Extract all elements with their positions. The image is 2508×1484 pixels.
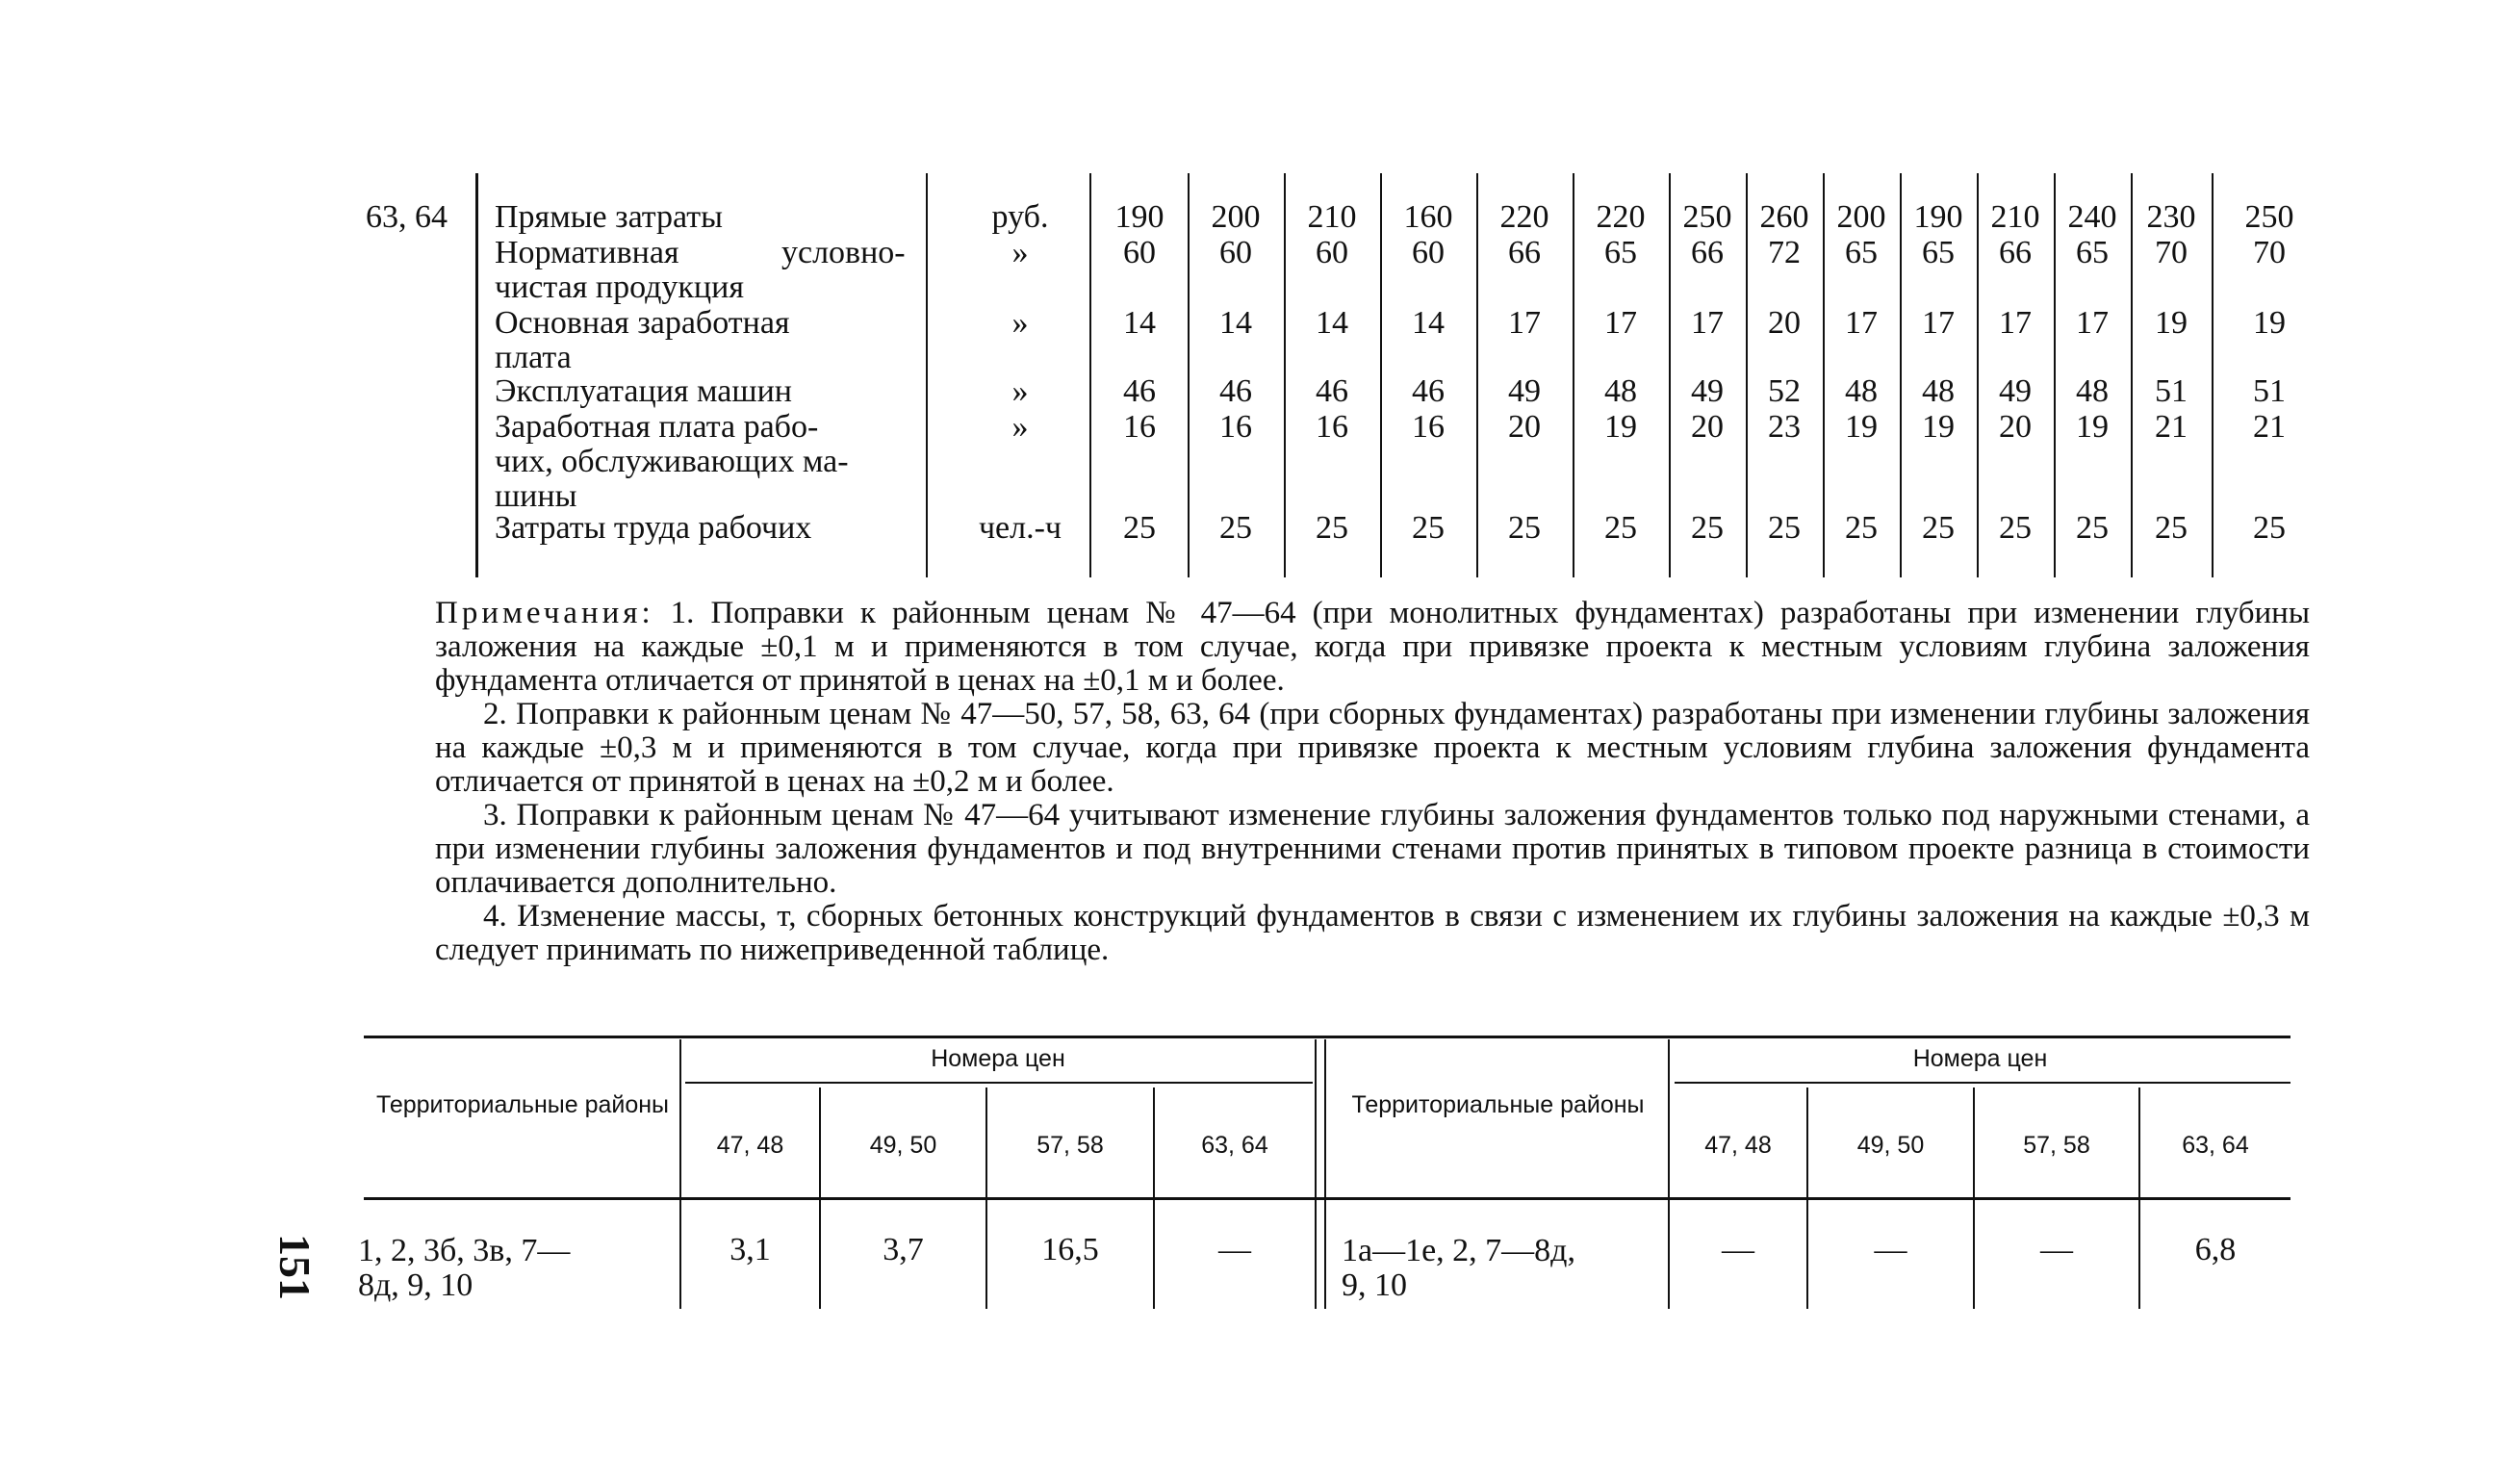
value-cell: 46 <box>1316 373 1348 409</box>
column-divider <box>1669 173 1671 577</box>
column-divider <box>1806 1087 1808 1309</box>
column-divider <box>1973 1087 1975 1309</box>
value-cell: 25 <box>2076 510 2109 546</box>
value-cell: 20 <box>1999 409 2032 445</box>
region-cell: 1а—1е, 2, 7—8д, <box>1342 1233 1575 1268</box>
value-cell: 200 <box>1836 199 1886 235</box>
notes-block <box>435 597 2310 967</box>
group-header: Номера цен <box>931 1045 1065 1072</box>
row-label: Эксплуатация машин <box>495 373 792 409</box>
value-cell: 60 <box>1219 235 1252 270</box>
column-divider <box>926 173 928 577</box>
column-divider <box>1476 173 1478 577</box>
value-cell: 65 <box>2076 235 2109 270</box>
value-cell: 17 <box>1845 305 1878 341</box>
value-cell: 51 <box>2155 373 2188 409</box>
value-cell: 66 <box>1999 235 2032 270</box>
value-cell: 52 <box>1768 373 1801 409</box>
value-cell: 60 <box>1316 235 1348 270</box>
value-cell: 230 <box>2146 199 2196 235</box>
row-label: Нормативная <box>495 235 679 270</box>
row-label: чих, обслуживающих ма- <box>495 444 849 479</box>
value-cell: 220 <box>1499 199 1549 235</box>
value-cell: 65 <box>1845 235 1878 270</box>
value-cell: 25 <box>1508 510 1541 546</box>
price-numbers: 63, 64 <box>366 199 448 235</box>
row-label: Заработная плата рабо- <box>495 409 819 445</box>
value-cell: 220 <box>1596 199 1646 235</box>
region-header: Территориальные районы <box>1351 1091 1645 1118</box>
value-cell: 14 <box>1123 305 1156 341</box>
value-cell: 70 <box>2155 235 2188 270</box>
column-divider <box>1746 173 1748 577</box>
value-cell: 25 <box>1999 510 2032 546</box>
value-cell: — <box>1218 1232 1251 1267</box>
value-cell: 21 <box>2155 409 2188 445</box>
column-divider <box>1668 1039 1670 1309</box>
value-cell: 16 <box>1316 409 1348 445</box>
column-divider <box>1284 173 1286 577</box>
page-number: 151 <box>270 1234 320 1300</box>
value-cell: 16 <box>1219 409 1252 445</box>
value-cell: 19 <box>2253 305 2286 341</box>
value-cell: 14 <box>1412 305 1445 341</box>
table-bracket-line <box>475 173 478 577</box>
unit-cell: » <box>1011 373 1029 409</box>
value-cell: 20 <box>1508 409 1541 445</box>
value-cell: 16,5 <box>1041 1232 1099 1267</box>
value-cell: 49 <box>1999 373 2032 409</box>
value-cell: 19 <box>1845 409 1878 445</box>
column-divider <box>1900 173 1902 577</box>
row-label: условно- <box>781 235 906 270</box>
value-cell: 66 <box>1691 235 1724 270</box>
value-cell: 14 <box>1316 305 1348 341</box>
note-1: 1. Поправки к районным ценам № 47—64 (при монолитных фундаментах) разработаны при изменении глубины заложения на каждые ±0,1 м и применяются в том случае, когда при привязке проекта к местным условиям глубина заложения фундамента отличается от принятой в ценах на ±0,1 м и более. <box>435 596 2311 698</box>
value-cell: 25 <box>1845 510 1878 546</box>
subheader: 49, 50 <box>1856 1132 1925 1159</box>
value-cell: 250 <box>1682 199 1732 235</box>
value-cell: 20 <box>1691 409 1724 445</box>
value-cell: 72 <box>1768 235 1801 270</box>
column-divider <box>1089 173 1091 577</box>
row-label: плата <box>495 340 572 375</box>
value-cell: 210 <box>1307 199 1357 235</box>
column-divider <box>1823 173 1825 577</box>
value-cell: 17 <box>1604 305 1637 341</box>
value-cell: 25 <box>2253 510 2286 546</box>
column-divider <box>2054 173 2056 577</box>
column-divider <box>2212 173 2214 577</box>
column-divider <box>1573 173 1574 577</box>
value-cell: 51 <box>2253 373 2286 409</box>
row-label: чистая продукция <box>495 269 744 305</box>
region-cell: 9, 10 <box>1342 1267 1407 1303</box>
value-cell: 65 <box>1604 235 1637 270</box>
subheader: 47, 48 <box>1704 1132 1772 1159</box>
unit-cell: руб. <box>991 199 1049 235</box>
header-rule <box>1675 1082 2290 1084</box>
subheader: 63, 64 <box>2182 1132 2249 1159</box>
value-cell: 16 <box>1123 409 1156 445</box>
value-cell: 19 <box>1922 409 1955 445</box>
value-cell: 48 <box>1845 373 1878 409</box>
value-cell: 19 <box>1604 409 1637 445</box>
row-label: Прямые затраты <box>495 199 723 235</box>
value-cell: 70 <box>2253 235 2286 270</box>
value-cell: 25 <box>1922 510 1955 546</box>
subheader: 57, 58 <box>1036 1132 1104 1159</box>
value-cell: 6,8 <box>2194 1232 2237 1267</box>
double-divider <box>1315 1039 1317 1309</box>
value-cell: 48 <box>2076 373 2109 409</box>
value-cell: — <box>1874 1232 1907 1267</box>
region-cell: 1, 2, 3б, 3в, 7— <box>358 1233 571 1268</box>
value-cell: 21 <box>2253 409 2286 445</box>
value-cell: 65 <box>1922 235 1955 270</box>
value-cell: 3,1 <box>729 1232 771 1267</box>
column-divider <box>819 1087 821 1309</box>
header-bottom-rule <box>364 1197 2290 1200</box>
column-divider <box>985 1087 987 1309</box>
value-cell: 190 <box>1114 199 1164 235</box>
unit-cell: чел.-ч <box>978 510 1062 546</box>
subheader: 63, 64 <box>1201 1132 1268 1159</box>
unit-cell: » <box>1011 409 1029 445</box>
value-cell: 48 <box>1922 373 1955 409</box>
row-label: шины <box>495 478 577 514</box>
value-cell: 25 <box>1412 510 1445 546</box>
value-cell: 160 <box>1403 199 1453 235</box>
value-cell: 49 <box>1508 373 1541 409</box>
value-cell: 17 <box>1922 305 1955 341</box>
value-cell: 20 <box>1768 305 1801 341</box>
value-cell: 60 <box>1123 235 1156 270</box>
value-cell: 17 <box>2076 305 2109 341</box>
region-cell: 8д, 9, 10 <box>358 1267 473 1303</box>
note-2: 2. Поправки к районным ценам № 47—50, 57, 58, 63, 64 (при сборных фундаментах) разработаны при изменении глубины заложения на каждые ±0,3 м и применяются в том случае, когда при привязке проекта к местным условиям глубина заложения фундамента отличается от принятой в ценах на ±0,2 м и более. <box>435 697 2310 799</box>
column-divider <box>2131 173 2133 577</box>
double-divider <box>1324 1039 1326 1309</box>
value-cell: 48 <box>1604 373 1637 409</box>
value-cell: 25 <box>2155 510 2188 546</box>
value-cell: 25 <box>1219 510 1252 546</box>
group-header: Номера цен <box>1912 1045 2048 1072</box>
unit-cell: » <box>1011 235 1029 270</box>
value-cell: 25 <box>1316 510 1348 546</box>
value-cell: 17 <box>1999 305 2032 341</box>
value-cell: 46 <box>1219 373 1252 409</box>
header-rule <box>685 1082 1313 1084</box>
subheader: 47, 48 <box>716 1132 784 1159</box>
value-cell: — <box>2040 1232 2073 1267</box>
value-cell: 49 <box>1691 373 1724 409</box>
subheader: 49, 50 <box>869 1132 937 1159</box>
value-cell: 190 <box>1913 199 1963 235</box>
value-cell: 25 <box>1691 510 1724 546</box>
value-cell: 16 <box>1412 409 1445 445</box>
subheader: 57, 58 <box>2023 1132 2090 1159</box>
value-cell: 60 <box>1412 235 1445 270</box>
value-cell: 3,7 <box>883 1232 924 1267</box>
row-label: Затраты труда рабочих <box>495 510 812 546</box>
value-cell: 17 <box>1508 305 1541 341</box>
value-cell: 25 <box>1604 510 1637 546</box>
value-cell: 19 <box>2076 409 2109 445</box>
value-cell: 17 <box>1691 305 1724 341</box>
value-cell: 250 <box>2244 199 2294 235</box>
note-4: 4. Изменение массы, т, сборных бетонных конструкций фундаментов в связи с изменением их глубины заложения на каждые ±0,3 м следует принимать по нижеприведенной таблице. <box>435 899 2310 967</box>
value-cell: 25 <box>1123 510 1156 546</box>
column-divider <box>1380 173 1382 577</box>
value-cell: 23 <box>1768 409 1801 445</box>
value-cell: 46 <box>1412 373 1445 409</box>
value-cell: 25 <box>1768 510 1801 546</box>
value-cell: 46 <box>1123 373 1156 409</box>
value-cell: 240 <box>2067 199 2117 235</box>
value-cell: 260 <box>1759 199 1809 235</box>
column-divider <box>1188 173 1190 577</box>
column-divider <box>679 1039 681 1309</box>
column-divider <box>1153 1087 1155 1309</box>
value-cell: 19 <box>2155 305 2188 341</box>
column-divider <box>2138 1087 2140 1309</box>
region-header: Территориальные районы <box>375 1091 670 1118</box>
notes-heading: Примечания: <box>435 596 654 630</box>
row-label: Основная заработная <box>495 305 790 341</box>
value-cell: 200 <box>1211 199 1261 235</box>
value-cell: 210 <box>1990 199 2040 235</box>
value-cell: 66 <box>1508 235 1541 270</box>
note-3: 3. Поправки к районным ценам № 47—64 учитывают изменение глубины заложения фундаментов только под наружными стенами, а при изменении глубины заложения фундаментов и под внутренними стенами против принятых в типовом проекте разница в стоимости оплачивается дополнительно. <box>435 798 2310 900</box>
column-divider <box>1977 173 1979 577</box>
value-cell: 14 <box>1219 305 1252 341</box>
unit-cell: » <box>1011 305 1029 341</box>
table-top-rule <box>364 1036 2290 1038</box>
value-cell: — <box>1722 1232 1754 1267</box>
